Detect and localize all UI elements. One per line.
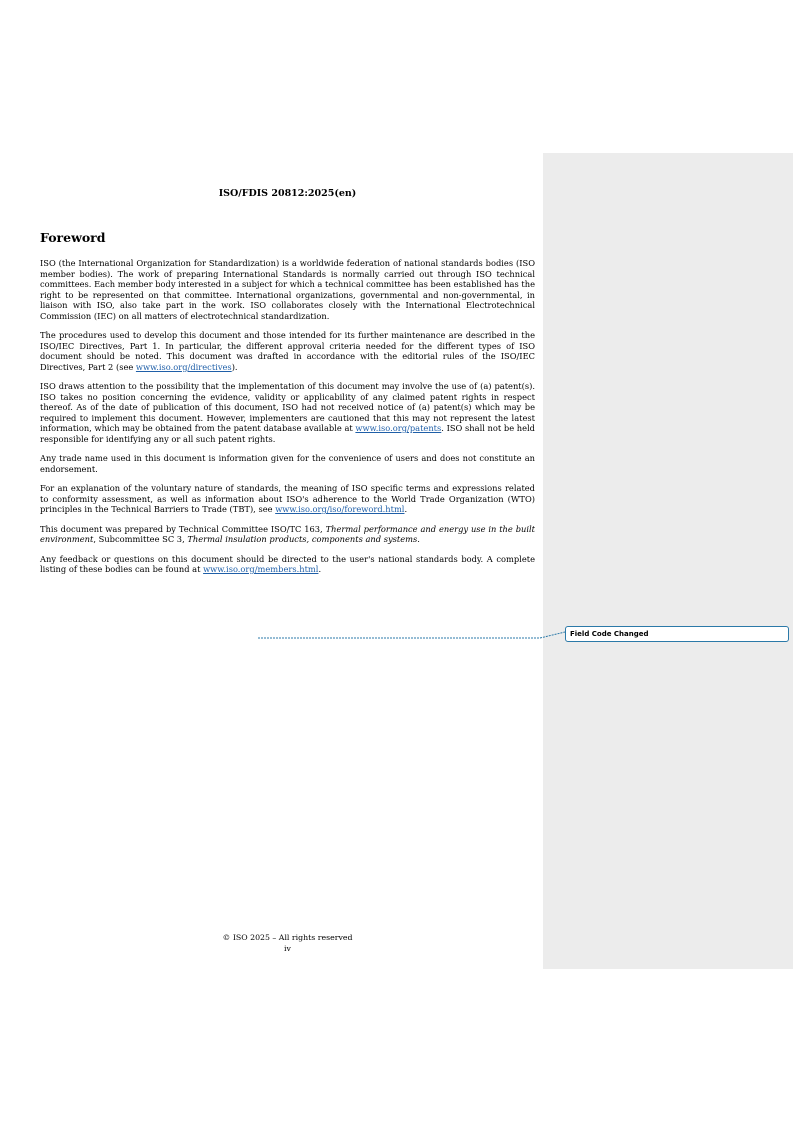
paragraph-committee: This document was prepared by Technical Committee ISO/TC 163, Thermal performance and energy use in the built environment, Subcommittee SC 3, Thermal insulation products, components and systems. [40, 523, 535, 544]
directives-link[interactable]: www.iso.org/directives [135, 361, 232, 372]
patents-link[interactable]: www.iso.org/patents [355, 423, 442, 433]
paragraph-voluntary-nature: For an explanation of the voluntary nature of standards, the meaning of ISO specific terms and expressions related to conformity assessment, as well as information about ISO's adherence to the World Trade Organization (WTO) principles in the Technical Barriers to Trade (TBT), see www.iso.org/iso/foreword.html. [40, 483, 535, 514]
members-link[interactable]: www.iso.org/members.html [203, 564, 319, 574]
paragraph-trade-name: Any trade name used in this document is information given for the convenience of users and does not constitute an endorsement. [40, 453, 535, 474]
field-code-changed-balloon[interactable]: Field Code Changed [565, 626, 789, 642]
comment-pane [543, 153, 793, 969]
page-footer [40, 932, 535, 954]
foreword-body [40, 258, 535, 584]
copyright-notice: © ISO 2025 – All rights reserved [222, 933, 353, 942]
foreword-link[interactable]: www.iso.org/iso/foreword.html [275, 504, 405, 514]
paragraph-procedures: The procedures used to develop this document and those intended for its further maintenance are described in the ISO/IEC Directives, Part 1. In particular, the different approval criteria needed for the different types of ISO document should be noted. This document was drafted in accordance with the editorial rules of the ISO/IEC Directives, Part 2 (see www.iso.org/directives). [40, 330, 535, 372]
paragraph-iso-intro: ISO (the International Organization for Standardization) is a worldwide federation of national standards bodies (ISO member bodies). The work of preparing International Standards is normally carried out through ISO technical committees. Each member body interested in a subject for which a technical committee has been established has the right to be represented on that committee. International organizations, governmental and non-governmental, in liaison with ISO, also take part in the work. ISO collaborates closely with the International Electrotechnical Commission (IEC) on all matters of electrotechnical standardization. [40, 258, 535, 321]
paragraph-patents: ISO draws attention to the possibility that the implementation of this document may involve the use of (a) patent(s). ISO takes no position concerning the evidence, validity or applicability of any claimed patent rights in respect thereof. As of the date of publication of this document, ISO had not received notice of (a) patent(s) which may be required to implement this document. However, implementers are cautioned that this may not represent the latest information, which may be obtained from the patent database available at www.iso.org/patents. ISO shall not be held responsible for identifying any or all such patent rights. [40, 381, 535, 444]
foreword-heading: Foreword [40, 230, 106, 245]
page-number: iv [284, 944, 291, 953]
document-id-header: ISO/FDIS 20812:2025(en) [218, 188, 357, 199]
paragraph-feedback: Any feedback or questions on this document should be directed to the user's national standards body. A complete listing of these bodies can be found at www.iso.org/members.html. [40, 553, 535, 574]
